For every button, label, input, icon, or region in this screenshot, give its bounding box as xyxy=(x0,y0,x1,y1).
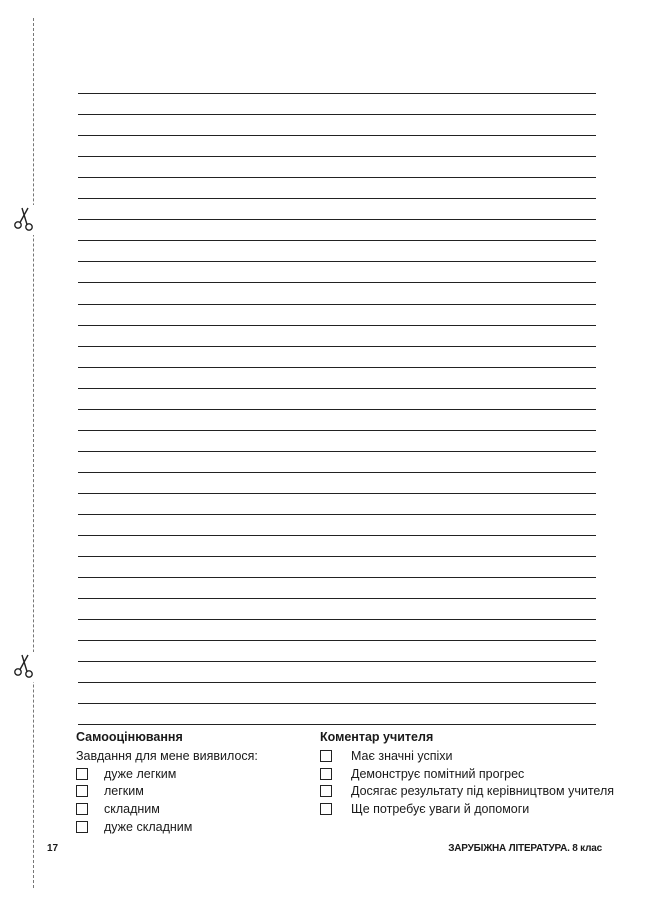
writing-line[interactable] xyxy=(78,94,596,115)
writing-line[interactable] xyxy=(78,157,596,178)
teacher-comment-option[interactable] xyxy=(320,766,524,782)
writing-line[interactable] xyxy=(78,326,596,347)
scissors-icon xyxy=(12,652,36,682)
writing-line[interactable] xyxy=(78,136,596,157)
checkbox[interactable] xyxy=(76,768,88,780)
teacher-comment-option[interactable] xyxy=(320,801,529,817)
teacher-comment-title: Коментар учителя xyxy=(320,730,434,744)
checkbox[interactable] xyxy=(320,768,332,780)
writing-line[interactable] xyxy=(78,452,596,473)
writing-line[interactable] xyxy=(78,473,596,494)
checkbox[interactable] xyxy=(76,785,88,797)
writing-line[interactable] xyxy=(78,683,596,704)
book-title: ЗАРУБІЖНА ЛІТЕРАТУРА. 8 клас xyxy=(448,843,602,854)
self-assessment-option[interactable] xyxy=(76,766,176,782)
writing-line[interactable] xyxy=(78,494,596,515)
writing-line[interactable] xyxy=(78,347,596,368)
checkbox[interactable] xyxy=(320,750,332,762)
writing-line[interactable] xyxy=(78,389,596,410)
cut-line xyxy=(33,18,34,888)
self-assessment-option[interactable] xyxy=(76,801,160,817)
writing-line[interactable] xyxy=(78,241,596,262)
writing-line[interactable] xyxy=(78,557,596,578)
option-label: Демонструє помітний прогрес xyxy=(351,767,525,781)
writing-line[interactable] xyxy=(78,262,596,283)
teacher-comment-option[interactable] xyxy=(320,748,452,764)
option-label: Ще потребує уваги й допомоги xyxy=(351,802,530,816)
writing-line[interactable] xyxy=(78,578,596,599)
option-label: Досягає результату під керівництвом учителя xyxy=(351,784,615,798)
writing-line[interactable] xyxy=(78,431,596,452)
option-label: дуже складним xyxy=(104,820,193,834)
writing-line[interactable] xyxy=(78,283,596,304)
writing-line[interactable] xyxy=(78,368,596,389)
writing-line[interactable] xyxy=(78,641,596,662)
writing-line[interactable] xyxy=(78,199,596,220)
option-label: дуже легким xyxy=(104,767,177,781)
writing-line[interactable] xyxy=(78,410,596,431)
writing-line[interactable] xyxy=(78,704,596,725)
self-assessment-option[interactable] xyxy=(76,783,144,799)
writing-line[interactable] xyxy=(78,305,596,326)
writing-lines[interactable] xyxy=(78,73,596,725)
writing-line[interactable] xyxy=(78,73,596,94)
self-assessment-option[interactable] xyxy=(76,819,192,835)
checkbox[interactable] xyxy=(320,803,332,815)
option-label: складним xyxy=(104,802,160,816)
writing-line[interactable] xyxy=(78,115,596,136)
writing-line[interactable] xyxy=(78,599,596,620)
option-label: Має значні успіхи xyxy=(351,749,453,763)
checkbox[interactable] xyxy=(76,803,88,815)
checkbox[interactable] xyxy=(320,785,332,797)
scissors-icon xyxy=(12,205,36,235)
self-assessment-title: Самооцінювання xyxy=(76,730,183,744)
writing-line[interactable] xyxy=(78,620,596,641)
writing-line[interactable] xyxy=(78,662,596,683)
writing-line[interactable] xyxy=(78,536,596,557)
checkbox[interactable] xyxy=(76,821,88,833)
page-number: 17 xyxy=(47,843,59,854)
option-label: легким xyxy=(104,784,144,798)
teacher-comment-option[interactable] xyxy=(320,783,614,799)
writing-line[interactable] xyxy=(78,515,596,536)
self-assessment-prompt: Завдання для мене виявилося: xyxy=(76,749,258,763)
writing-line[interactable] xyxy=(78,220,596,241)
writing-line[interactable] xyxy=(78,178,596,199)
